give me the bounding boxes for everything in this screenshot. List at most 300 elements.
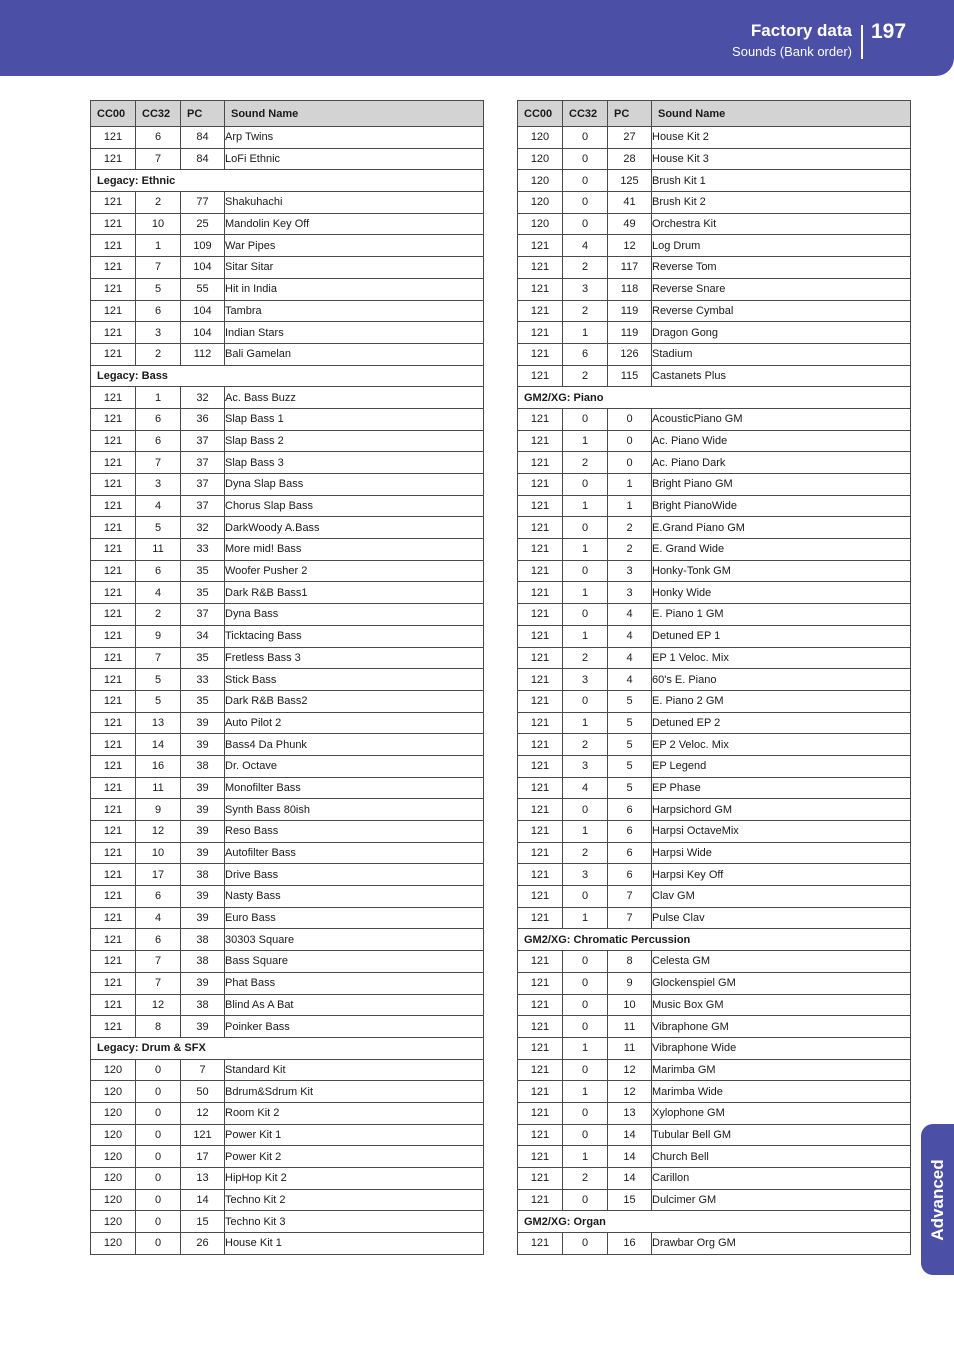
category-row — [518, 387, 911, 409]
table-row — [91, 408, 484, 430]
cc32-cell: 0 — [136, 1168, 181, 1190]
sound-name-cell: EP 2 Veloc. Mix — [652, 734, 911, 756]
table-row — [518, 1037, 911, 1059]
table-row — [91, 951, 484, 973]
pc-cell: 49 — [608, 213, 652, 235]
category-label: GM2/XG: Chromatic Percussion — [518, 929, 911, 951]
sound-name-cell: Monofilter Bass — [225, 777, 484, 799]
category-row — [91, 365, 484, 387]
table-row — [518, 647, 911, 669]
cc00-cell: 121 — [518, 625, 563, 647]
pc-cell: 6 — [608, 842, 652, 864]
side-tab-advanced[interactable] — [921, 1124, 954, 1275]
cc32-cell: 0 — [563, 474, 608, 496]
cc32-cell: 3 — [136, 322, 181, 344]
sound-name-cell: Chorus Slap Bass — [225, 495, 484, 517]
cc32-cell: 2 — [563, 300, 608, 322]
cc32-cell: 3 — [136, 474, 181, 496]
pc-cell: 5 — [608, 712, 652, 734]
cc00-cell: 121 — [518, 365, 563, 387]
table-row — [518, 842, 911, 864]
table-row — [518, 1081, 911, 1103]
cc00-cell: 121 — [91, 799, 136, 821]
table-row — [518, 1016, 911, 1038]
table-row — [91, 907, 484, 929]
sound-name-cell: Arp Twins — [225, 127, 484, 149]
sound-name-cell: Reverse Tom — [652, 257, 911, 279]
cc00-cell: 121 — [518, 278, 563, 300]
cc00-cell: 121 — [91, 712, 136, 734]
cc32-cell: 4 — [136, 907, 181, 929]
table-row — [518, 474, 911, 496]
sound-name-cell: E. Piano 1 GM — [652, 604, 911, 626]
cc00-cell: 121 — [91, 582, 136, 604]
pc-cell: 38 — [181, 755, 225, 777]
pc-cell: 119 — [608, 322, 652, 344]
cc32-cell: 0 — [563, 994, 608, 1016]
table-row — [518, 343, 911, 365]
cc32-cell: 4 — [563, 235, 608, 257]
category-label: Legacy: Drum & SFX — [91, 1037, 484, 1059]
cc32-cell: 2 — [563, 842, 608, 864]
cc32-cell: 12 — [136, 994, 181, 1016]
sound-name-cell: Dulcimer GM — [652, 1189, 911, 1211]
pc-cell: 9 — [608, 972, 652, 994]
cc00-cell: 121 — [518, 495, 563, 517]
sound-name-cell: Glockenspiel GM — [652, 972, 911, 994]
table-row — [518, 755, 911, 777]
sound-name-cell: Stadium — [652, 343, 911, 365]
sound-name-cell: Hit in India — [225, 278, 484, 300]
table-row — [518, 821, 911, 843]
cc32-cell: 0 — [563, 1102, 608, 1124]
section-title: Factory data — [750, 21, 852, 40]
pc-cell: 5 — [608, 734, 652, 756]
sound-name-cell: Dyna Slap Bass — [225, 474, 484, 496]
sound-name-cell: Brush Kit 2 — [652, 192, 911, 214]
sound-name-cell: Sitar Sitar — [225, 257, 484, 279]
cc00-cell: 121 — [518, 430, 563, 452]
table-row — [518, 278, 911, 300]
table-row — [518, 127, 911, 149]
pc-cell: 84 — [181, 127, 225, 149]
table-row — [518, 539, 911, 561]
cc00-cell: 121 — [518, 777, 563, 799]
cc00-cell: 121 — [518, 755, 563, 777]
pc-cell: 77 — [181, 192, 225, 214]
col-header-pc: PC — [608, 101, 652, 127]
cc32-cell: 0 — [136, 1124, 181, 1146]
sound-name-cell: Ac. Bass Buzz — [225, 387, 484, 409]
cc32-cell: 2 — [563, 734, 608, 756]
cc00-cell: 121 — [518, 343, 563, 365]
cc32-cell: 1 — [136, 387, 181, 409]
cc00-cell: 121 — [91, 213, 136, 235]
pc-cell: 37 — [181, 495, 225, 517]
sound-name-cell: Honky-Tonk GM — [652, 560, 911, 582]
cc00-cell: 121 — [91, 192, 136, 214]
cc32-cell: 0 — [136, 1102, 181, 1124]
cc00-cell: 121 — [518, 1037, 563, 1059]
table-row — [518, 1189, 911, 1211]
cc32-cell: 6 — [136, 560, 181, 582]
cc00-cell: 121 — [91, 474, 136, 496]
cc32-cell: 17 — [136, 864, 181, 886]
category-row — [91, 170, 484, 192]
table-row — [91, 474, 484, 496]
sound-name-cell: House Kit 1 — [225, 1233, 484, 1255]
pc-cell: 39 — [181, 886, 225, 908]
cc00-cell: 121 — [91, 886, 136, 908]
cc00-cell: 121 — [518, 669, 563, 691]
cc00-cell: 120 — [91, 1124, 136, 1146]
sound-name-cell: Phat Bass — [225, 972, 484, 994]
table-row — [91, 712, 484, 734]
table-row — [518, 257, 911, 279]
pc-cell: 1 — [608, 495, 652, 517]
cc32-cell: 0 — [563, 1059, 608, 1081]
pc-cell: 117 — [608, 257, 652, 279]
cc32-cell: 0 — [136, 1081, 181, 1103]
sound-name-cell: Bass Square — [225, 951, 484, 973]
cc00-cell: 121 — [518, 1081, 563, 1103]
pc-cell: 6 — [608, 799, 652, 821]
cc32-cell: 3 — [563, 278, 608, 300]
cc32-cell: 0 — [563, 1124, 608, 1146]
cc00-cell: 121 — [91, 322, 136, 344]
table-row — [91, 539, 484, 561]
cc32-cell: 6 — [136, 300, 181, 322]
table-row — [518, 560, 911, 582]
pc-cell: 35 — [181, 690, 225, 712]
pc-cell: 15 — [608, 1189, 652, 1211]
cc32-cell: 11 — [136, 539, 181, 561]
table-row — [518, 994, 911, 1016]
table-row — [91, 1146, 484, 1168]
sound-name-cell: Indian Stars — [225, 322, 484, 344]
table-row — [518, 1233, 911, 1255]
cc32-cell: 1 — [563, 495, 608, 517]
pc-cell: 5 — [608, 755, 652, 777]
sound-name-cell: Drive Bass — [225, 864, 484, 886]
sound-name-cell: E. Piano 2 GM — [652, 690, 911, 712]
sound-name-cell: Slap Bass 2 — [225, 430, 484, 452]
pc-cell: 33 — [181, 669, 225, 691]
table-row — [91, 929, 484, 951]
cc32-cell: 9 — [136, 625, 181, 647]
table-row — [91, 582, 484, 604]
cc00-cell: 120 — [518, 192, 563, 214]
cc00-cell: 121 — [91, 777, 136, 799]
pc-cell: 104 — [181, 322, 225, 344]
table-row — [518, 669, 911, 691]
pc-cell: 121 — [181, 1124, 225, 1146]
table-row — [91, 864, 484, 886]
table-row — [91, 734, 484, 756]
table-row — [518, 907, 911, 929]
sound-name-cell: Marimba GM — [652, 1059, 911, 1081]
sound-name-cell: E. Grand Wide — [652, 539, 911, 561]
table-row — [518, 799, 911, 821]
cc32-cell: 0 — [563, 886, 608, 908]
cc32-cell: 9 — [136, 799, 181, 821]
cc00-cell: 120 — [91, 1211, 136, 1233]
table-header-row — [91, 101, 484, 127]
pc-cell: 104 — [181, 257, 225, 279]
pc-cell: 41 — [608, 192, 652, 214]
cc32-cell: 6 — [136, 430, 181, 452]
cc32-cell: 1 — [563, 712, 608, 734]
cc32-cell: 0 — [563, 170, 608, 192]
cc00-cell: 121 — [518, 1102, 563, 1124]
table-row — [91, 842, 484, 864]
cc00-cell: 121 — [518, 1146, 563, 1168]
cc32-cell: 4 — [136, 495, 181, 517]
cc32-cell: 10 — [136, 213, 181, 235]
cc00-cell: 121 — [518, 907, 563, 929]
table-row — [518, 213, 911, 235]
sound-name-cell: Vibraphone Wide — [652, 1037, 911, 1059]
cc00-cell: 120 — [91, 1081, 136, 1103]
table-row — [91, 1168, 484, 1190]
pc-cell: 35 — [181, 560, 225, 582]
sound-name-cell: Bass4 Da Phunk — [225, 734, 484, 756]
cc32-cell: 2 — [563, 647, 608, 669]
cc32-cell: 5 — [136, 669, 181, 691]
cc32-cell: 0 — [563, 517, 608, 539]
cc00-cell: 121 — [518, 1124, 563, 1146]
sound-name-cell: DarkWoody A.Bass — [225, 517, 484, 539]
table-row — [518, 1146, 911, 1168]
cc00-cell: 121 — [91, 647, 136, 669]
table-row — [91, 322, 484, 344]
cc32-cell: 3 — [563, 755, 608, 777]
cc32-cell: 4 — [136, 582, 181, 604]
sound-name-cell: Room Kit 2 — [225, 1102, 484, 1124]
table-row — [91, 192, 484, 214]
cc32-cell: 1 — [563, 625, 608, 647]
table-row — [518, 1124, 911, 1146]
sound-name-cell: Techno Kit 2 — [225, 1189, 484, 1211]
pc-cell: 4 — [608, 669, 652, 691]
pc-cell: 27 — [608, 127, 652, 149]
sound-name-cell: Mandolin Key Off — [225, 213, 484, 235]
pc-cell: 37 — [181, 452, 225, 474]
pc-cell: 39 — [181, 777, 225, 799]
cc00-cell: 120 — [518, 127, 563, 149]
table-row — [91, 517, 484, 539]
sound-name-cell: EP Legend — [652, 755, 911, 777]
sound-name-cell: Blind As A Bat — [225, 994, 484, 1016]
cc32-cell: 7 — [136, 972, 181, 994]
pc-cell: 112 — [181, 343, 225, 365]
col-header-cc32: CC32 — [563, 101, 608, 127]
pc-cell: 55 — [181, 278, 225, 300]
cc32-cell: 2 — [563, 1168, 608, 1190]
col-header-cc32: CC32 — [136, 101, 181, 127]
sounds-table-right — [517, 100, 911, 1255]
table-row — [91, 604, 484, 626]
table-row — [518, 1059, 911, 1081]
sound-name-cell: Woofer Pusher 2 — [225, 560, 484, 582]
cc00-cell: 121 — [518, 560, 563, 582]
cc32-cell: 0 — [563, 213, 608, 235]
pc-cell: 16 — [608, 1233, 652, 1255]
pc-cell: 32 — [181, 387, 225, 409]
cc00-cell: 121 — [518, 1059, 563, 1081]
pc-cell: 115 — [608, 365, 652, 387]
cc32-cell: 0 — [563, 951, 608, 973]
table-row — [91, 1211, 484, 1233]
category-label: Legacy: Bass — [91, 365, 484, 387]
table-row — [91, 1189, 484, 1211]
cc00-cell: 121 — [518, 235, 563, 257]
pc-cell: 84 — [181, 148, 225, 170]
table-row — [518, 517, 911, 539]
cc00-cell: 121 — [518, 972, 563, 994]
cc00-cell: 121 — [91, 864, 136, 886]
col-header-sound-name: Sound Name — [225, 101, 484, 127]
sound-name-cell: HipHop Kit 2 — [225, 1168, 484, 1190]
section-subtitle: Sounds (Bank order) — [732, 44, 852, 59]
pc-cell: 37 — [181, 604, 225, 626]
cc00-cell: 121 — [518, 712, 563, 734]
sound-name-cell: War Pipes — [225, 235, 484, 257]
table-row — [91, 1102, 484, 1124]
cc00-cell: 121 — [91, 517, 136, 539]
cc32-cell: 6 — [563, 343, 608, 365]
pc-cell: 7 — [608, 907, 652, 929]
pc-cell: 3 — [608, 582, 652, 604]
cc32-cell: 2 — [136, 343, 181, 365]
pc-cell: 11 — [608, 1037, 652, 1059]
cc32-cell: 2 — [136, 192, 181, 214]
cc00-cell: 121 — [518, 322, 563, 344]
cc32-cell: 6 — [136, 886, 181, 908]
sound-name-cell: Autofilter Bass — [225, 842, 484, 864]
table-row — [91, 300, 484, 322]
sound-name-cell: Detuned EP 1 — [652, 625, 911, 647]
cc32-cell: 10 — [136, 842, 181, 864]
col-header-cc00: CC00 — [91, 101, 136, 127]
cc32-cell: 0 — [136, 1146, 181, 1168]
table-row — [518, 192, 911, 214]
cc32-cell: 1 — [563, 907, 608, 929]
table-row — [91, 669, 484, 691]
cc00-cell: 121 — [518, 452, 563, 474]
table-row — [91, 1233, 484, 1255]
cc32-cell: 7 — [136, 647, 181, 669]
sound-name-cell: Bali Gamelan — [225, 343, 484, 365]
table-row — [91, 799, 484, 821]
cc32-cell: 1 — [563, 539, 608, 561]
sound-name-cell: Harpsi Wide — [652, 842, 911, 864]
cc00-cell: 121 — [91, 539, 136, 561]
pc-cell: 14 — [608, 1168, 652, 1190]
cc00-cell: 121 — [91, 669, 136, 691]
pc-cell: 119 — [608, 300, 652, 322]
pc-cell: 38 — [181, 951, 225, 973]
sound-name-cell: EP 1 Veloc. Mix — [652, 647, 911, 669]
pc-cell: 35 — [181, 582, 225, 604]
cc00-cell: 121 — [518, 474, 563, 496]
sound-name-cell: Dyna Bass — [225, 604, 484, 626]
table-row — [91, 994, 484, 1016]
cc00-cell: 120 — [91, 1189, 136, 1211]
side-tab-label: Advanced — [927, 1158, 947, 1241]
cc00-cell: 121 — [518, 864, 563, 886]
sound-name-cell: Nasty Bass — [225, 886, 484, 908]
table-row — [518, 495, 911, 517]
sound-name-cell: Ticktacing Bass — [225, 625, 484, 647]
pc-cell: 4 — [608, 647, 652, 669]
cc32-cell: 0 — [563, 1233, 608, 1255]
pc-cell: 5 — [608, 777, 652, 799]
cc32-cell: 0 — [563, 690, 608, 712]
sound-name-cell: Dark R&B Bass1 — [225, 582, 484, 604]
sound-name-cell: Dr. Octave — [225, 755, 484, 777]
cc00-cell: 121 — [518, 951, 563, 973]
pc-cell: 28 — [608, 148, 652, 170]
cc00-cell: 121 — [91, 148, 136, 170]
pc-cell: 104 — [181, 300, 225, 322]
cc32-cell: 1 — [563, 821, 608, 843]
pc-cell: 39 — [181, 734, 225, 756]
table-row — [91, 343, 484, 365]
table-row — [91, 886, 484, 908]
sound-name-cell: More mid! Bass — [225, 539, 484, 561]
table-row — [518, 972, 911, 994]
cc32-cell: 0 — [563, 148, 608, 170]
cc32-cell: 0 — [136, 1059, 181, 1081]
sound-name-cell: Orchestra Kit — [652, 213, 911, 235]
pc-cell: 12 — [608, 1059, 652, 1081]
cc32-cell: 6 — [136, 929, 181, 951]
pc-cell: 13 — [608, 1102, 652, 1124]
sound-name-cell: Church Bell — [652, 1146, 911, 1168]
cc00-cell: 121 — [518, 604, 563, 626]
col-header-sound-name: Sound Name — [652, 101, 911, 127]
table-row — [518, 1168, 911, 1190]
sound-name-cell: Power Kit 1 — [225, 1124, 484, 1146]
cc00-cell: 121 — [91, 235, 136, 257]
cc00-cell: 120 — [91, 1146, 136, 1168]
table-row — [91, 1081, 484, 1103]
pc-cell: 37 — [181, 430, 225, 452]
cc32-cell: 5 — [136, 517, 181, 539]
cc32-cell: 0 — [136, 1189, 181, 1211]
sound-name-cell: LoFi Ethnic — [225, 148, 484, 170]
table-row — [518, 300, 911, 322]
sound-name-cell: Vibraphone GM — [652, 1016, 911, 1038]
table-row — [518, 170, 911, 192]
sounds-table-left — [90, 100, 484, 1255]
cc32-cell: 3 — [563, 864, 608, 886]
cc00-cell: 121 — [91, 1016, 136, 1038]
cc00-cell: 121 — [91, 278, 136, 300]
cc00-cell: 121 — [91, 929, 136, 951]
pc-cell: 39 — [181, 907, 225, 929]
cc32-cell: 7 — [136, 452, 181, 474]
pc-cell: 109 — [181, 235, 225, 257]
sound-name-cell: Reso Bass — [225, 821, 484, 843]
pc-cell: 2 — [608, 539, 652, 561]
pc-cell: 26 — [181, 1233, 225, 1255]
cc32-cell: 3 — [563, 669, 608, 691]
cc32-cell: 6 — [136, 127, 181, 149]
cc32-cell: 0 — [563, 127, 608, 149]
cc32-cell: 14 — [136, 734, 181, 756]
